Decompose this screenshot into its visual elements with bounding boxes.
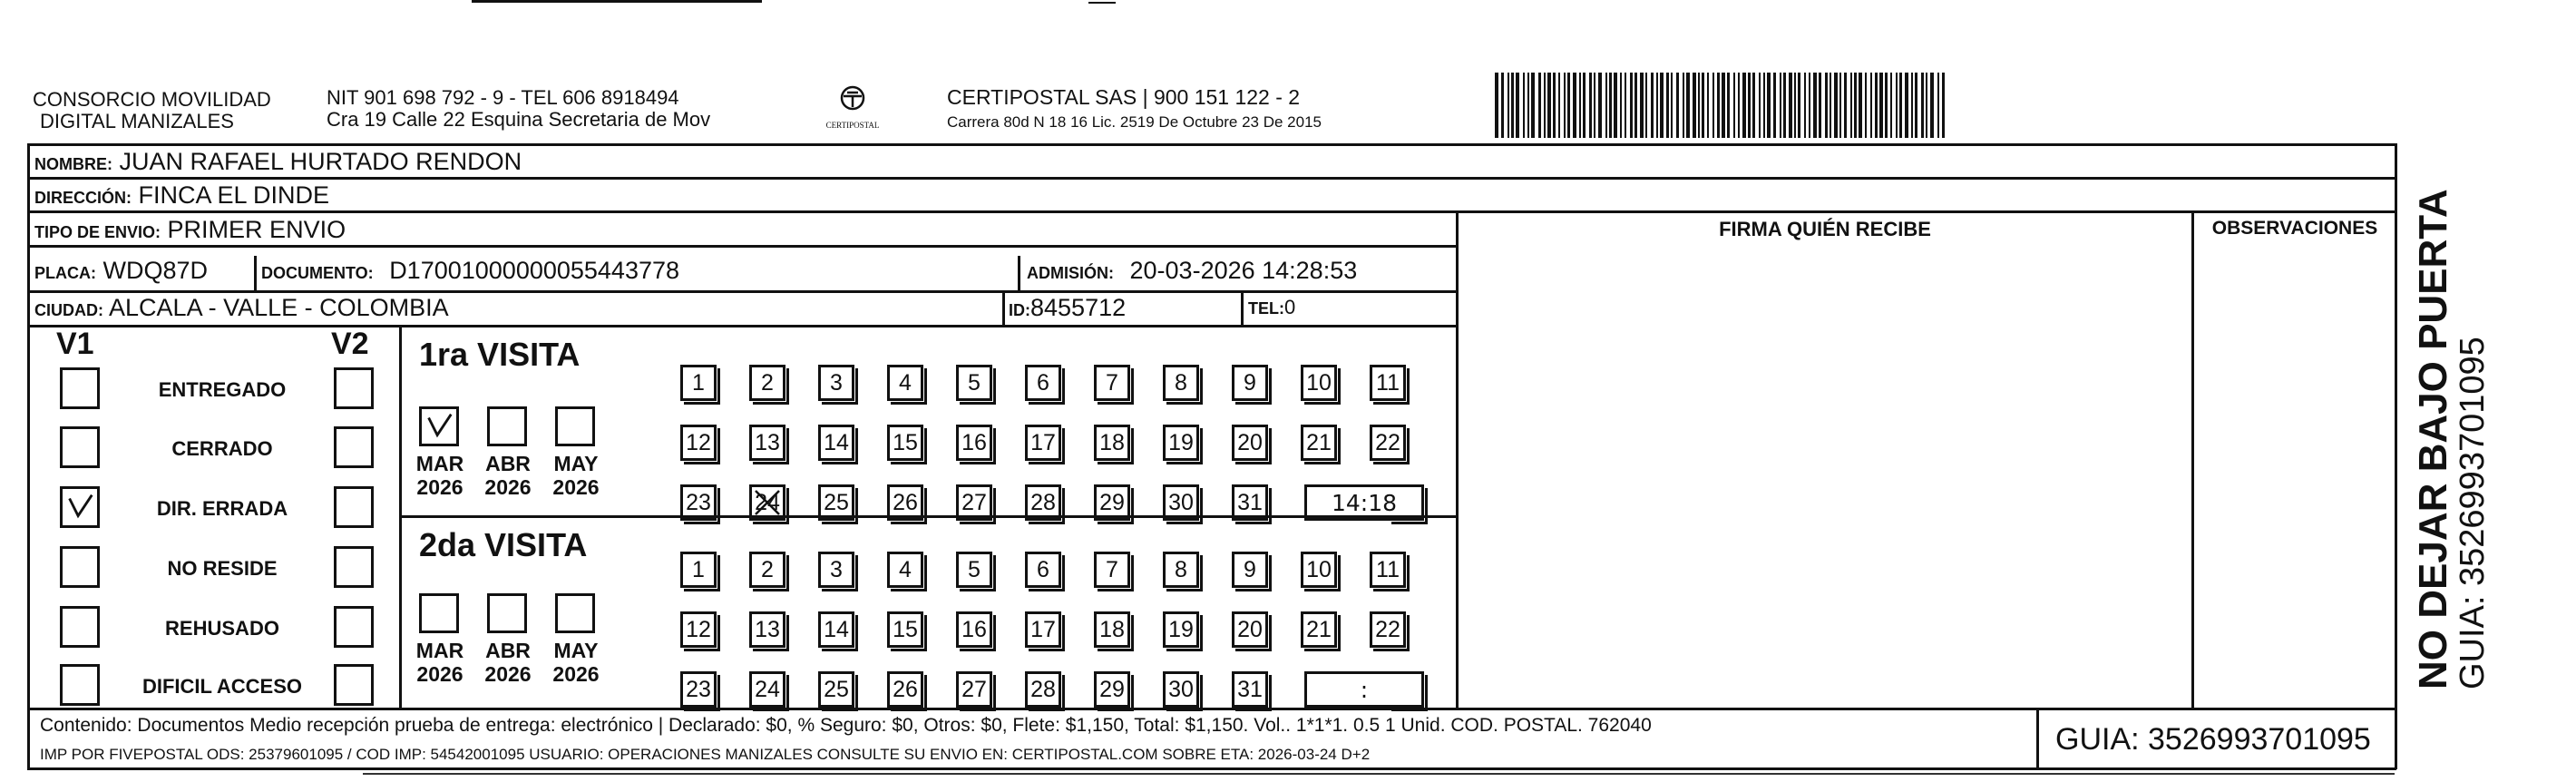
barcode-bar (1553, 73, 1556, 138)
day-box[interactable]: 14 (818, 611, 854, 648)
day-box[interactable]: 6 (1025, 552, 1061, 588)
day-box[interactable]: 18 (1094, 425, 1130, 461)
id-divider (1002, 290, 1005, 325)
month-label: MAR 2026 (415, 452, 464, 499)
day-box[interactable]: 3 (818, 552, 854, 588)
barcode-bar (1825, 73, 1828, 138)
day-box[interactable]: 5 (956, 552, 992, 588)
day-box[interactable]: 25 (818, 484, 854, 521)
barcode-bar (1844, 73, 1847, 138)
day-box[interactable]: 3 (818, 365, 854, 401)
tel-divider (1241, 290, 1244, 325)
guia-box-divider (2036, 708, 2039, 769)
visit-divider (399, 515, 1459, 518)
barcode-bar (1683, 73, 1684, 138)
bottom-scan-mark (363, 773, 2395, 775)
barcode-bar (1859, 73, 1862, 138)
month-label: ABR 2026 (484, 452, 532, 499)
barcode-bar (1564, 73, 1566, 138)
guia-box: GUIA: 3526993701095 (2055, 722, 2371, 757)
day-box[interactable]: 31 (1232, 484, 1268, 521)
v1-checkbox[interactable] (60, 367, 100, 409)
observaciones-header: OBSERVACIONES (2211, 218, 2378, 239)
status-label: DIR. ERRADA (156, 497, 288, 520)
barcode-bar (1547, 73, 1551, 138)
side-text (2413, 145, 2491, 689)
barcode-bar (1813, 73, 1817, 138)
day-box[interactable]: 30 (1163, 484, 1199, 521)
barcode-bar (1759, 73, 1761, 138)
firma-header: FIRMA QUIÉN RECIBE (1719, 218, 1931, 240)
check-mark-icon (422, 409, 456, 444)
day-box[interactable]: 10 (1301, 365, 1337, 401)
status-label: ENTREGADO (158, 378, 287, 401)
day-box[interactable]: 19 (1163, 425, 1199, 461)
month-label: MAY 2026 (552, 452, 600, 499)
barcode-bar (1666, 73, 1669, 138)
month-label: ABR 2026 (484, 639, 532, 686)
barcode-bar (1620, 73, 1622, 138)
month-label: MAY 2026 (552, 639, 600, 686)
v1-checkbox[interactable] (60, 426, 100, 468)
day-box[interactable]: 19 (1163, 611, 1199, 648)
v2-checkbox[interactable] (334, 546, 374, 588)
visit2-title: 2da VISITA (419, 526, 588, 563)
barcode-bar (1742, 73, 1746, 138)
barcode-bar (1712, 73, 1714, 138)
barcode-bar (1942, 73, 1945, 138)
scan-mark (472, 0, 762, 3)
contenido-text: Contenido: Documentos Medio recepción prueba de entrega: electrónico | Declarado: $0, % Seguro: $0, Otros: $0, Flete: $1,150, Total: $1,150. Vol.. 1*1*1. 0.5 1 Unid. COD. POSTAL. 762040 (40, 715, 1652, 736)
barcode-bar (1854, 73, 1857, 138)
certipostal-logo: CERTIPOSTAL (812, 85, 893, 142)
barcode-bar (1511, 73, 1514, 138)
v1-checkbox[interactable] (60, 486, 100, 528)
barcode-bar (1516, 73, 1519, 138)
day-box[interactable]: 24 (749, 484, 785, 521)
barcode-bar (1926, 73, 1927, 138)
month-checkbox[interactable] (419, 593, 459, 633)
v2-label: V2 (331, 327, 369, 361)
day-box[interactable]: 8 (1163, 552, 1199, 588)
barcode-bar (1921, 73, 1924, 138)
frame-top (27, 143, 2396, 146)
day-box[interactable]: 22 (1370, 611, 1406, 648)
direccion-row: DIRECCIÓN: FINCA EL DINDE (34, 181, 330, 209)
placa-cell: PLACA: WDQ87D (34, 257, 209, 284)
nombre-row: NOMBRE: JUAN RAFAEL HURTADO RENDON (34, 148, 522, 175)
barcode-bar (1896, 73, 1898, 138)
barcode-bar (1839, 73, 1841, 138)
column-divider-obs (2191, 210, 2194, 708)
day-box[interactable]: 30 (1163, 671, 1199, 708)
barcode-bar (1930, 73, 1934, 138)
month-label: MAR 2026 (415, 639, 464, 686)
barcode-bar (1567, 73, 1570, 138)
v1-label: V1 (56, 327, 94, 361)
ciudad-cell: CIUDAD: ALCALA - VALLE - COLOMBIA (34, 294, 449, 321)
time-box[interactable]: : (1304, 671, 1424, 708)
month-checkbox[interactable] (487, 406, 527, 446)
v2-checkbox[interactable] (334, 426, 374, 468)
check-mark-icon (63, 489, 97, 525)
barcode-bar (1558, 73, 1560, 138)
barcode-bar (1594, 73, 1595, 138)
barcode-bar (1850, 73, 1852, 138)
admision-divider (1018, 256, 1020, 290)
barcode-bar (1660, 73, 1664, 138)
day-box[interactable]: 31 (1232, 671, 1268, 708)
day-box[interactable]: 2 (749, 552, 785, 588)
day-box[interactable]: 27 (956, 484, 992, 521)
v1-checkbox[interactable] (60, 606, 100, 648)
nit-info: NIT 901 698 792 - 9 - TEL 606 8918494 Cra 19 Calle 22 Esquina Secretaria de Mov (327, 86, 711, 131)
day-box[interactable]: 28 (1025, 671, 1061, 708)
barcode-bar (1579, 73, 1581, 138)
barcode-bar (1915, 73, 1917, 138)
day-box[interactable]: 9 (1232, 365, 1268, 401)
barcode-bar (1651, 73, 1654, 138)
month-checkbox[interactable] (487, 593, 527, 633)
day-box[interactable]: 20 (1232, 425, 1268, 461)
day-box[interactable]: 7 (1094, 552, 1130, 588)
barcode-bar (1885, 73, 1888, 138)
barcode-bar (1819, 73, 1821, 138)
barcode-bar (1508, 73, 1509, 138)
day-box[interactable]: 18 (1094, 611, 1130, 648)
barcode-bar (1614, 73, 1617, 138)
day-box[interactable]: 15 (887, 425, 923, 461)
barcode-bar (1794, 73, 1796, 138)
footer-top (27, 708, 2396, 710)
barcode-bar (1495, 73, 1498, 138)
day-box[interactable]: 16 (956, 611, 992, 648)
id-cell: ID:8455712 (1009, 294, 1127, 321)
day-box[interactable]: 9 (1232, 552, 1268, 588)
barcode-bar (1702, 73, 1704, 138)
logo-icon (834, 85, 871, 116)
barcode-bar (1763, 73, 1765, 138)
month-checkbox[interactable] (555, 406, 595, 446)
barcode-bar (1798, 73, 1800, 138)
month-checkbox[interactable] (555, 593, 595, 633)
day-box[interactable]: 27 (956, 671, 992, 708)
day-box[interactable]: 26 (887, 671, 923, 708)
barcode-bar (1634, 73, 1637, 138)
month-checkbox[interactable] (419, 406, 459, 446)
documento-cell: DOCUMENTO: D17001000000055443778 (261, 257, 680, 284)
barcode-bar (1630, 73, 1633, 138)
barcode-bar (1879, 73, 1883, 138)
barcode-bar (1890, 73, 1892, 138)
day-box[interactable]: 7 (1094, 365, 1130, 401)
day-box[interactable]: 6 (1025, 365, 1061, 401)
day-box[interactable]: 12 (680, 611, 717, 648)
placa-divider (254, 256, 257, 290)
v2-checkbox[interactable] (334, 367, 374, 409)
day-box[interactable]: 17 (1025, 611, 1061, 648)
scan-mark (1088, 2, 1116, 4)
row-line-5 (27, 325, 1459, 327)
barcode-bar (1523, 73, 1525, 138)
barcode-bar (1767, 73, 1771, 138)
v1-checkbox[interactable] (60, 546, 100, 588)
row-line-3 (27, 245, 1459, 248)
barcode-bar (1783, 73, 1786, 138)
v2-checkbox[interactable] (334, 664, 374, 706)
column-divider-firma (1456, 210, 1459, 708)
barcode-bar (1527, 73, 1529, 138)
day-box[interactable]: 17 (1025, 425, 1061, 461)
day-box[interactable]: 28 (1025, 484, 1061, 521)
barcode-bar (1870, 73, 1872, 138)
day-box[interactable]: 13 (749, 425, 785, 461)
day-box[interactable]: 23 (680, 484, 717, 521)
status-label: CERRADO (171, 437, 273, 460)
barcode-bar (1899, 73, 1902, 138)
status-label: NO RESIDE (167, 557, 278, 580)
barcode-bar (1773, 73, 1776, 138)
admision-cell: ADMISIÓN: 20-03-2026 14:28:53 (1027, 257, 1358, 284)
barcode-bar (1865, 73, 1867, 138)
barcode-bar (1501, 73, 1504, 138)
day-box[interactable]: 23 (680, 671, 717, 708)
day-box[interactable]: 4 (887, 365, 923, 401)
barcode-bar (1676, 73, 1679, 138)
tipo-envio-row: TIPO DE ENVIO: PRIMER ENVIO (34, 216, 346, 243)
row-line-1 (27, 177, 2396, 180)
v2-checkbox[interactable] (334, 486, 374, 528)
barcode-bar (1733, 73, 1735, 138)
day-box[interactable]: 24 (749, 671, 785, 708)
day-box[interactable]: 10 (1301, 552, 1337, 588)
no-dejar-title: NO DEJAR BAJO PUERTA (2411, 189, 2455, 689)
day-box[interactable]: 4 (887, 552, 923, 588)
barcode (1495, 73, 2084, 138)
v1-checkbox[interactable] (60, 664, 100, 706)
barcode-bar (1707, 73, 1709, 138)
barcode-bar (1780, 73, 1781, 138)
barcode-bar (1640, 73, 1644, 138)
imp-text: IMP POR FIVEPOSTAL ODS: 25379601095 / COD IMP: 54542001095 USUARIO: OPERACIONES MANIZALES CONSULTE SU ENVIO EN: CERTIPOSTAL.COM SOBRE ETA: 2026-03-24 D+2 (40, 746, 1371, 763)
day-box[interactable]: 1 (680, 552, 717, 588)
barcode-bar (1598, 73, 1602, 138)
barcode-bar (1830, 73, 1831, 138)
barcode-bar (1752, 73, 1755, 138)
day-box[interactable]: 15 (887, 611, 923, 648)
status-label: DIFICIL ACCESO (141, 675, 302, 698)
day-box[interactable]: 1 (680, 365, 717, 401)
barcode-bar (1544, 73, 1546, 138)
frame-left (27, 143, 30, 769)
barcode-bar (1656, 73, 1658, 138)
barcode-bar (1609, 73, 1612, 138)
company-info: CERTIPOSTAL SAS | 900 151 122 - 2 Carrera 80d N 18 16 Lic. 2519 De Octubre 23 De 2015 (947, 85, 1322, 131)
day-box[interactable]: 2 (749, 365, 785, 401)
barcode-bar (1671, 73, 1673, 138)
barcode-bar (1727, 73, 1730, 138)
row-line-4 (27, 290, 1459, 293)
barcode-bar (1911, 73, 1913, 138)
status-label: REHUSADO (165, 617, 279, 640)
barcode-bar (1625, 73, 1626, 138)
day-box[interactable]: 5 (956, 365, 992, 401)
barcode-bar (1875, 73, 1878, 138)
day-box[interactable]: 8 (1163, 365, 1199, 401)
day-box[interactable]: 11 (1370, 365, 1406, 401)
barcode-bar (1693, 73, 1696, 138)
barcode-bar (1804, 73, 1806, 138)
cross-mark-icon (752, 487, 783, 518)
tel-cell: TEL:0 (1248, 296, 1296, 318)
day-box[interactable]: 13 (749, 611, 785, 648)
barcode-bar (1589, 73, 1592, 138)
barcode-bar (1722, 73, 1725, 138)
visit1-title: 1ra VISITA (419, 336, 581, 373)
day-box[interactable]: 22 (1370, 425, 1406, 461)
day-box[interactable]: 11 (1370, 552, 1406, 588)
barcode-bar (1717, 73, 1720, 138)
barcode-bar (1583, 73, 1586, 138)
barcode-bar (1605, 73, 1607, 138)
barcode-bar (1809, 73, 1810, 138)
barcode-bar (1686, 73, 1690, 138)
barcode-bar (1905, 73, 1908, 138)
row-line-2 (27, 210, 2396, 213)
barcode-bar (1573, 73, 1576, 138)
day-box[interactable]: 21 (1301, 611, 1337, 648)
day-box[interactable]: 25 (818, 671, 854, 708)
barcode-bar (1748, 73, 1751, 138)
day-box[interactable]: 29 (1094, 671, 1130, 708)
footer-bottom (27, 767, 2396, 770)
barcode-bar (1937, 73, 1939, 138)
time-box[interactable]: 14:18 (1304, 484, 1424, 521)
day-box[interactable]: 16 (956, 425, 992, 461)
day-box[interactable]: 12 (680, 425, 717, 461)
barcode-bar (1738, 73, 1740, 138)
barcode-bar (1834, 73, 1838, 138)
day-box[interactable]: 29 (1094, 484, 1130, 521)
barcode-bar (1538, 73, 1541, 138)
day-box[interactable]: 14 (818, 425, 854, 461)
day-box[interactable]: 26 (887, 484, 923, 521)
day-box[interactable]: 21 (1301, 425, 1337, 461)
barcode-bar (1789, 73, 1792, 138)
side-guia: GUIA: 3526993701095 (2454, 337, 2492, 689)
barcode-bar (1698, 73, 1700, 138)
consortium-name: CONSORCIO MOVILIDAD DIGITAL MANIZALES (33, 88, 271, 132)
barcode-bar (1645, 73, 1647, 138)
day-box[interactable]: 20 (1232, 611, 1268, 648)
barcode-bar (1531, 73, 1535, 138)
v2-checkbox[interactable] (334, 606, 374, 648)
